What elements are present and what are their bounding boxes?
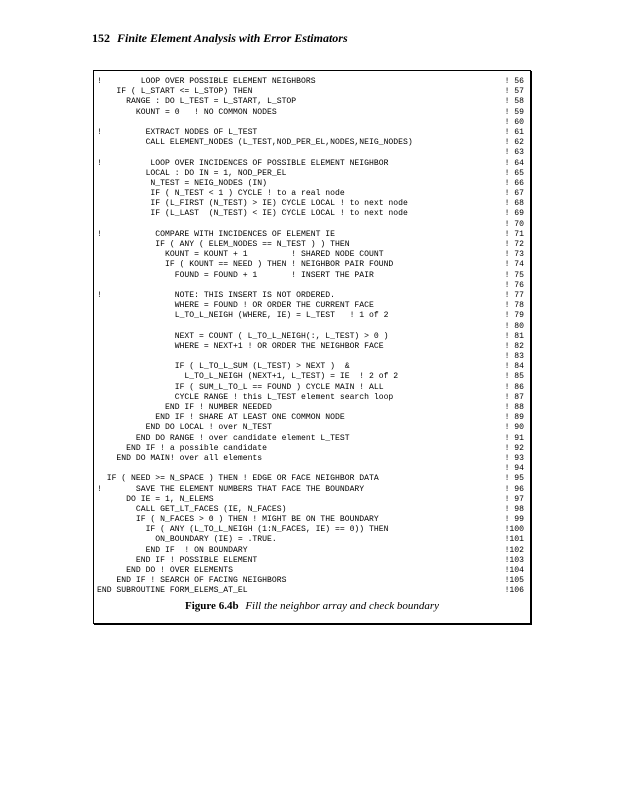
code-line-text: FOUND = FOUND + 1 ! INSERT THE PAIR bbox=[97, 270, 374, 280]
code-line-text: END DO LOCAL ! over N_TEST bbox=[97, 423, 272, 433]
page-number: 152 bbox=[92, 31, 110, 45]
code-line bbox=[97, 454, 528, 464]
line-number: ! 63 bbox=[504, 148, 524, 158]
line-number: ! 84 bbox=[504, 362, 524, 372]
code-line bbox=[97, 383, 528, 393]
line-number: !105 bbox=[504, 576, 524, 586]
code-line bbox=[97, 138, 528, 148]
code-line-text: IF ( N_TEST < 1 ) CYCLE ! to a real node bbox=[97, 189, 345, 199]
figure-caption bbox=[94, 600, 530, 612]
code-line bbox=[97, 403, 528, 413]
line-number: ! 67 bbox=[504, 189, 524, 199]
code-line bbox=[97, 434, 528, 444]
code-line-text: IF ( KOUNT == NEED ) THEN ! NEIGHBOR PAIR FOUND bbox=[97, 260, 394, 270]
code-line bbox=[97, 87, 528, 97]
code-line bbox=[97, 169, 528, 179]
figure-label: Figure 6.4b bbox=[184, 600, 239, 612]
code-line-text: CALL ELEMENT_NODES (L_TEST,NOD_PER_EL,NODES,NEIG_NODES) bbox=[97, 138, 413, 148]
code-line bbox=[97, 148, 528, 158]
code-listing bbox=[97, 77, 528, 597]
line-number: ! 90 bbox=[504, 423, 524, 433]
line-number: ! 91 bbox=[504, 433, 524, 443]
line-number: !102 bbox=[504, 545, 524, 555]
code-line-text: NEXT = COUNT ( L_TO_L_NEIGH(:, L_TEST) > 0 ) bbox=[97, 331, 389, 341]
code-line-text: ! COMPARE WITH INCIDENCES OF ELEMENT IE bbox=[97, 229, 335, 239]
code-line-text: END DO MAIN! over all elements bbox=[97, 453, 263, 463]
code-line bbox=[97, 230, 528, 240]
code-line bbox=[97, 556, 528, 566]
code-line bbox=[97, 199, 528, 209]
line-number: ! 74 bbox=[504, 260, 524, 270]
line-number: ! 78 bbox=[504, 301, 524, 311]
code-line-text: KOUNT = KOUNT + 1 ! SHARED NODE COUNT bbox=[97, 250, 384, 260]
line-number: ! 68 bbox=[504, 199, 524, 209]
line-number: ! 87 bbox=[504, 392, 524, 402]
line-number: ! 89 bbox=[504, 413, 524, 423]
code-figure-frame bbox=[93, 70, 531, 624]
code-line bbox=[97, 179, 528, 189]
code-line bbox=[97, 444, 528, 454]
line-number: ! 94 bbox=[504, 464, 524, 474]
code-line bbox=[97, 525, 528, 535]
line-number: ! 71 bbox=[504, 229, 524, 239]
line-number: ! 92 bbox=[504, 443, 524, 453]
code-line-text: IF ( ANY ( ELEM_NODES == N_TEST ) ) THEN bbox=[97, 240, 350, 249]
code-line-text: ! EXTRACT NODES OF L_TEST bbox=[97, 127, 258, 137]
line-number: ! 86 bbox=[504, 382, 524, 392]
code-line bbox=[97, 322, 528, 332]
line-number: !106 bbox=[504, 586, 524, 596]
code-line-text: N_TEST = NEIG_NODES (IN) bbox=[97, 178, 267, 188]
code-line-text: KOUNT = 0 ! NO COMMON NODES bbox=[97, 107, 277, 117]
line-number: ! 72 bbox=[504, 240, 524, 249]
code-line-text: RANGE : DO L_TEST = L_START, L_STOP bbox=[97, 97, 297, 107]
line-number: ! 96 bbox=[504, 484, 524, 494]
code-line bbox=[97, 281, 528, 291]
page-header bbox=[92, 31, 348, 46]
code-line-text: CALL GET_LT_FACES (IE, N_FACES) bbox=[97, 504, 287, 514]
code-line-text: END IF ! ON BOUNDARY bbox=[97, 545, 248, 555]
line-number: ! 57 bbox=[504, 87, 524, 97]
code-line bbox=[97, 291, 528, 301]
code-line-text: ! LOOP OVER POSSIBLE ELEMENT NEIGHBORS bbox=[97, 77, 316, 86]
line-number: ! 73 bbox=[504, 250, 524, 260]
code-line bbox=[97, 423, 528, 433]
line-number: ! 88 bbox=[504, 403, 524, 412]
line-number: ! 59 bbox=[504, 107, 524, 117]
line-number: !100 bbox=[504, 525, 524, 535]
code-line bbox=[97, 485, 528, 495]
line-number: ! 75 bbox=[504, 270, 524, 280]
code-line bbox=[97, 128, 528, 138]
code-line-text: END IF ! SHARE AT LEAST ONE COMMON NODE bbox=[97, 413, 345, 423]
line-number: ! 81 bbox=[504, 331, 524, 341]
code-line-text: WHERE = NEXT+1 ! OR ORDER THE NEIGHBOR FACE bbox=[97, 341, 384, 351]
line-number: ! 58 bbox=[504, 97, 524, 107]
code-line bbox=[97, 240, 528, 250]
line-number: ! 83 bbox=[504, 352, 524, 362]
code-line bbox=[97, 159, 528, 169]
code-line-text: END IF ! a possible candidate bbox=[97, 443, 267, 453]
code-line bbox=[97, 311, 528, 321]
code-line-text: END DO ! OVER ELEMENTS bbox=[97, 566, 233, 575]
code-line bbox=[97, 505, 528, 515]
code-line bbox=[97, 535, 528, 545]
line-number: !101 bbox=[504, 535, 524, 545]
line-number: ! 97 bbox=[504, 494, 524, 504]
code-line-text: IF (L_LAST (N_TEST) < IE) CYCLE LOCAL ! to next node bbox=[97, 209, 408, 219]
line-number: ! 65 bbox=[504, 168, 524, 178]
code-line-text: END IF ! SEARCH OF FACING NEIGHBORS bbox=[97, 576, 287, 586]
code-line bbox=[97, 77, 528, 87]
code-line-text: DO IE = 1, N_ELEMS bbox=[97, 494, 214, 504]
line-number: ! 62 bbox=[504, 138, 524, 148]
line-number: ! 76 bbox=[504, 280, 524, 290]
code-line bbox=[97, 209, 528, 219]
code-line bbox=[97, 271, 528, 281]
code-line-text: IF ( ANY (L_TO_L_NEIGH (1:N_FACES, IE) == 0)) THEN bbox=[97, 525, 389, 535]
code-line-text: END IF ! POSSIBLE ELEMENT bbox=[97, 555, 258, 565]
code-line bbox=[97, 332, 528, 342]
code-line bbox=[97, 352, 528, 362]
code-line bbox=[97, 250, 528, 260]
line-number: !104 bbox=[504, 566, 524, 575]
code-line-text: IF (L_FIRST (N_TEST) > IE) CYCLE LOCAL ! to next node bbox=[97, 199, 408, 209]
code-line-text: L_TO_L_NEIGH (NEXT+1, L_TEST) = IE ! 2 of 2 bbox=[97, 372, 399, 382]
code-line-text: IF ( NEED >= N_SPACE ) THEN ! EDGE OR FACE NEIGHBOR DATA bbox=[97, 474, 379, 484]
line-number: ! 85 bbox=[504, 372, 524, 382]
code-line bbox=[97, 515, 528, 525]
line-number: ! 99 bbox=[504, 515, 524, 525]
code-line-text: END DO RANGE ! over candidate element L_TEST bbox=[97, 433, 350, 443]
line-number: ! 66 bbox=[504, 178, 524, 188]
code-line bbox=[97, 576, 528, 586]
code-line bbox=[97, 495, 528, 505]
line-number: ! 60 bbox=[504, 117, 524, 127]
line-number: ! 70 bbox=[504, 219, 524, 229]
code-line bbox=[97, 464, 528, 474]
code-line bbox=[97, 260, 528, 270]
code-line-text: IF ( L_TO_L_SUM (L_TEST) > NEXT ) & bbox=[97, 362, 350, 372]
code-line bbox=[97, 97, 528, 107]
line-number: ! 61 bbox=[504, 127, 524, 137]
code-line bbox=[97, 393, 528, 403]
code-line-text: ! LOOP OVER INCIDENCES OF POSSIBLE ELEMENT NEIGHBOR bbox=[97, 158, 389, 168]
code-line-text: LOCAL : DO IN = 1, NOD_PER_EL bbox=[97, 168, 287, 178]
code-line-text: L_TO_L_NEIGH (WHERE, IE) = L_TEST ! 1 of 2 bbox=[97, 311, 389, 321]
code-line-text: END IF ! NUMBER NEEDED bbox=[97, 403, 272, 412]
line-number: ! 56 bbox=[504, 77, 524, 86]
line-number: ! 77 bbox=[504, 290, 524, 300]
line-number: ! 95 bbox=[504, 474, 524, 484]
code-line-text: WHERE = FOUND ! OR ORDER THE CURRENT FACE bbox=[97, 301, 374, 311]
book-title: Finite Element Analysis with Error Estimators bbox=[117, 31, 348, 45]
line-number: ! 82 bbox=[504, 341, 524, 351]
figure-caption-text: Fill the neighbor array and check boundary bbox=[245, 600, 439, 612]
line-number: ! 79 bbox=[504, 311, 524, 321]
line-number: !103 bbox=[504, 555, 524, 565]
code-line bbox=[97, 301, 528, 311]
code-line bbox=[97, 118, 528, 128]
code-line bbox=[97, 362, 528, 372]
code-line bbox=[97, 372, 528, 382]
code-line-text: IF ( L_START <= L_STOP) THEN bbox=[97, 87, 253, 97]
code-line bbox=[97, 189, 528, 199]
code-line-text: CYCLE RANGE ! this L_TEST element search loop bbox=[97, 392, 394, 402]
code-line bbox=[97, 546, 528, 556]
code-line-text: IF ( N_FACES > 0 ) THEN ! MIGHT BE ON THE BOUNDARY bbox=[97, 515, 379, 525]
code-line-text: ! NOTE: THIS INSERT IS NOT ORDERED. bbox=[97, 290, 335, 300]
code-line bbox=[97, 342, 528, 352]
line-number: ! 80 bbox=[504, 321, 524, 331]
code-line-text: END SUBROUTINE FORM_ELEMS_AT_EL bbox=[97, 586, 248, 596]
line-number: ! 93 bbox=[504, 453, 524, 463]
line-number: ! 69 bbox=[504, 209, 524, 219]
code-line bbox=[97, 586, 528, 596]
code-line bbox=[97, 413, 528, 423]
code-line-text: ON_BOUNDARY (IE) = .TRUE. bbox=[97, 535, 277, 545]
line-number: ! 98 bbox=[504, 504, 524, 514]
code-line-text: IF ( SUM_L_TO_L == FOUND ) CYCLE MAIN ! ALL bbox=[97, 382, 384, 392]
code-line-text: ! SAVE THE ELEMENT NUMBERS THAT FACE THE BOUNDARY bbox=[97, 484, 365, 494]
code-line bbox=[97, 474, 528, 484]
code-line bbox=[97, 108, 528, 118]
line-number: ! 64 bbox=[504, 158, 524, 168]
code-line bbox=[97, 566, 528, 576]
code-line bbox=[97, 220, 528, 230]
